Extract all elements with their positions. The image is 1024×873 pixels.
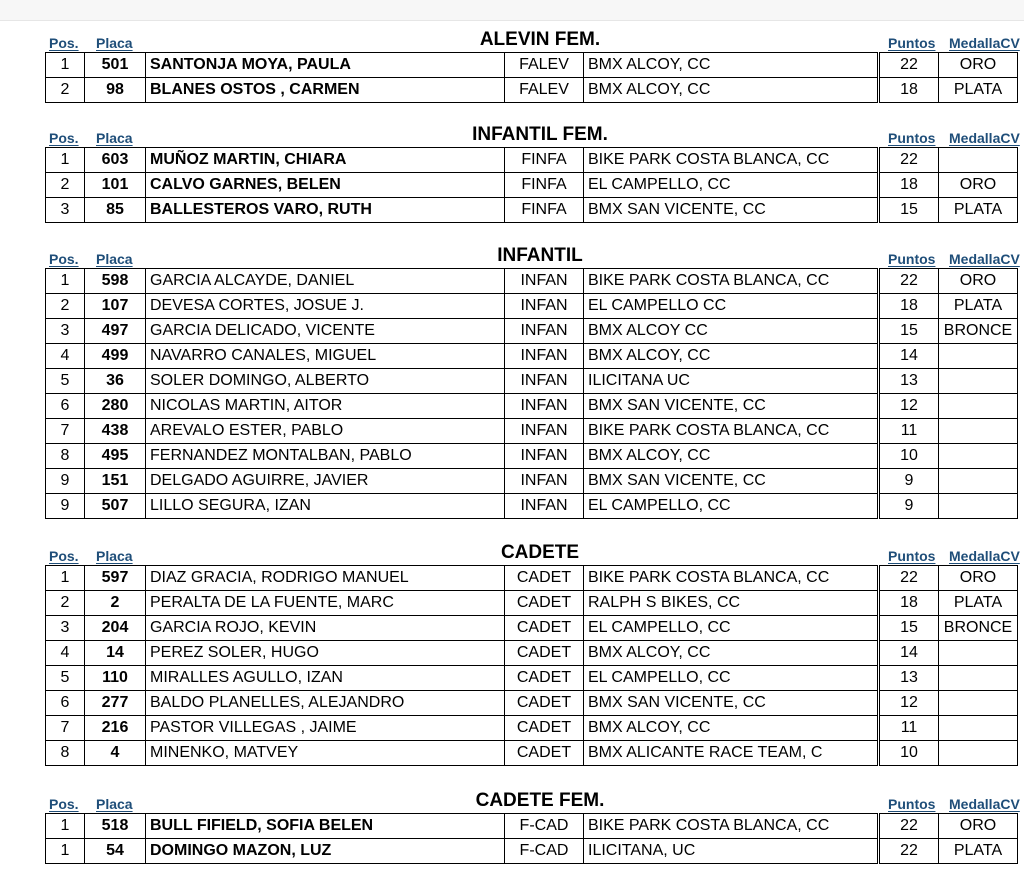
points-cell: 11 [880,419,939,444]
medal-cell: ORO [939,53,1018,78]
rider-name-cell: LILLO SEGURA, IZAN [146,494,505,519]
club-cell: EL CAMPELLO, CC [584,494,878,519]
rider-name-cell: NICOLAS MARTIN, AITOR [146,394,505,419]
table-row [46,566,1018,591]
placa-cell: 54 [85,839,146,864]
club-cell: BMX ALCOY, CC [584,53,878,78]
points-cell: 22 [880,839,939,864]
table-row [46,198,1018,223]
category-cell: INFAN [505,469,584,494]
col-pos-header: Pos. [49,796,79,812]
pos-cell: 1 [46,839,85,864]
medal-cell: PLATA [939,591,1018,616]
medal-cell: ORO [939,566,1018,591]
category-cell: F-CAD [505,814,584,839]
table-row [46,716,1018,741]
points-cell: 22 [880,53,939,78]
rider-name-cell: PASTOR VILLEGAS , JAIME [146,716,505,741]
rider-name-cell: SANTONJA MOYA, PAULA [146,53,505,78]
medal-cell: PLATA [939,198,1018,223]
placa-cell: 101 [85,173,146,198]
table-row [46,53,1018,78]
col-puntos-header: Puntos [888,548,936,564]
category-cell: CADET [505,641,584,666]
placa-cell: 597 [85,566,146,591]
rider-name-cell: GARCIA ALCAYDE, DANIEL [146,269,505,294]
club-cell: BMX SAN VICENTE, CC [584,394,878,419]
medal-cell [939,469,1018,494]
pos-cell: 3 [46,319,85,344]
pos-cell: 4 [46,641,85,666]
rider-name-cell: PEREZ SOLER, HUGO [146,641,505,666]
rider-name-cell: CALVO GARNES, BELEN [146,173,505,198]
club-cell: BMX ALCOY, CC [584,344,878,369]
placa-cell: 107 [85,294,146,319]
col-pos-header: Pos. [49,130,79,146]
category-cell: INFAN [505,344,584,369]
section-infantil [0,245,1024,514]
medal-cell [939,344,1018,369]
club-cell: EL CAMPELLO CC [584,294,878,319]
pos-cell: 2 [46,591,85,616]
rider-name-cell: BLANES OSTOS , CARMEN [146,78,505,103]
placa-cell: 216 [85,716,146,741]
section-title: ALEVIN FEM. [479,29,601,50]
club-cell: BMX SAN VICENTE, CC [584,198,878,223]
category-cell: CADET [505,616,584,641]
rider-name-cell: MUÑOZ MARTIN, CHIARA [146,148,505,173]
club-cell: BMX SAN VICENTE, CC [584,469,878,494]
section-alevin-fem [0,29,1024,98]
medal-cell [939,494,1018,519]
placa-cell: 518 [85,814,146,839]
rider-name-cell: BALDO PLANELLES, ALEJANDRO [146,691,505,716]
rider-name-cell: DELGADO AGUIRRE, JAVIER [146,469,505,494]
table-row [46,173,1018,198]
table-row [46,591,1018,616]
placa-cell: 603 [85,148,146,173]
pos-cell: 1 [46,566,85,591]
club-cell: EL CAMPELLO, CC [584,173,878,198]
club-cell: RALPH S BIKES, CC [584,591,878,616]
pos-cell: 2 [46,173,85,198]
table-row [46,839,1018,864]
medal-cell [939,369,1018,394]
medal-cell: PLATA [939,294,1018,319]
points-cell: 18 [880,591,939,616]
category-cell: INFAN [505,394,584,419]
col-puntos-header: Puntos [888,796,936,812]
pos-cell: 3 [46,616,85,641]
club-cell: EL CAMPELLO, CC [584,666,878,691]
club-cell: BIKE PARK COSTA BLANCA, CC [584,269,878,294]
category-cell: INFAN [505,419,584,444]
medal-cell: BRONCE [939,616,1018,641]
results-table [45,52,1018,103]
rider-name-cell: GARCIA ROJO, KEVIN [146,616,505,641]
points-cell: 18 [880,173,939,198]
points-cell: 13 [880,666,939,691]
section-cadete [0,542,1024,761]
medal-cell: ORO [939,269,1018,294]
pos-cell: 8 [46,741,85,766]
rider-name-cell: DEVESA CORTES, JOSUE J. [146,294,505,319]
pos-cell: 2 [46,78,85,103]
medal-cell [939,666,1018,691]
rider-name-cell: FERNANDEZ MONTALBAN, PABLO [146,444,505,469]
category-cell: FALEV [505,78,584,103]
club-cell: BIKE PARK COSTA BLANCA, CC [584,566,878,591]
points-cell: 10 [880,444,939,469]
col-pos-header: Pos. [49,35,79,51]
table-row [46,741,1018,766]
placa-cell: 204 [85,616,146,641]
placa-cell: 499 [85,344,146,369]
rider-name-cell: GARCIA DELICADO, VICENTE [146,319,505,344]
pos-cell: 9 [46,469,85,494]
club-cell: BIKE PARK COSTA BLANCA, CC [584,419,878,444]
pos-cell: 1 [46,148,85,173]
placa-cell: 438 [85,419,146,444]
col-placa-header: Placa [96,35,133,51]
rider-name-cell: NAVARRO CANALES, MIGUEL [146,344,505,369]
category-cell: INFAN [505,294,584,319]
pos-cell: 6 [46,691,85,716]
pos-cell: 5 [46,369,85,394]
category-cell: CADET [505,566,584,591]
col-medalla-header: MedallaCV [949,548,1020,564]
category-cell: CADET [505,591,584,616]
results-table [45,147,1018,223]
col-placa-header: Placa [96,251,133,267]
pos-cell: 8 [46,444,85,469]
category-cell: CADET [505,716,584,741]
placa-cell: 495 [85,444,146,469]
pos-cell: 7 [46,716,85,741]
category-cell: INFAN [505,494,584,519]
points-cell: 18 [880,78,939,103]
placa-cell: 598 [85,269,146,294]
points-cell: 15 [880,319,939,344]
table-row [46,269,1018,294]
points-cell: 10 [880,741,939,766]
pos-cell: 9 [46,494,85,519]
placa-cell: 110 [85,666,146,691]
col-medalla-header: MedallaCV [949,130,1020,146]
table-row [46,494,1018,519]
placa-cell: 497 [85,319,146,344]
category-cell: FINFA [505,198,584,223]
medal-cell [939,691,1018,716]
table-row [46,814,1018,839]
medal-cell [939,394,1018,419]
placa-cell: 36 [85,369,146,394]
pos-cell: 2 [46,294,85,319]
club-cell: ILICITANA UC [584,369,878,394]
rider-name-cell: DOMINGO MAZON, LUZ [146,839,505,864]
rider-name-cell: AREVALO ESTER, PABLO [146,419,505,444]
club-cell: BMX ALCOY, CC [584,444,878,469]
placa-cell: 507 [85,494,146,519]
medal-cell: PLATA [939,78,1018,103]
club-cell: BMX ALICANTE RACE TEAM, C [584,741,878,766]
points-cell: 11 [880,716,939,741]
pos-cell: 3 [46,198,85,223]
medal-cell: BRONCE [939,319,1018,344]
points-cell: 9 [880,469,939,494]
results-table [45,813,1018,864]
points-cell: 14 [880,344,939,369]
rider-name-cell: MINENKO, MATVEY [146,741,505,766]
pos-cell: 1 [46,814,85,839]
col-placa-header: Placa [96,796,133,812]
medal-cell [939,716,1018,741]
category-cell: INFAN [505,269,584,294]
rider-name-cell: PERALTA DE LA FUENTE, MARC [146,591,505,616]
points-cell: 12 [880,691,939,716]
points-cell: 14 [880,641,939,666]
col-medalla-header: MedallaCV [949,35,1020,51]
placa-cell: 98 [85,78,146,103]
col-puntos-header: Puntos [888,130,936,146]
medal-cell: ORO [939,173,1018,198]
table-row [46,444,1018,469]
rider-name-cell: BULL FIFIELD, SOFIA BELEN [146,814,505,839]
placa-cell: 501 [85,53,146,78]
col-placa-header: Placa [96,548,133,564]
rider-name-cell: DIAZ GRACIA, RODRIGO MANUEL [146,566,505,591]
pos-cell: 1 [46,53,85,78]
medal-cell [939,444,1018,469]
table-row [46,616,1018,641]
medal-cell [939,641,1018,666]
section-title: CADETE [500,542,580,563]
table-row [46,148,1018,173]
col-pos-header: Pos. [49,251,79,267]
table-row [46,344,1018,369]
medal-cell [939,741,1018,766]
section-title: CADETE FEM. [475,790,605,811]
pos-cell: 1 [46,269,85,294]
placa-cell: 85 [85,198,146,223]
club-cell: BMX SAN VICENTE, CC [584,691,878,716]
section-header [0,30,1024,52]
pos-cell: 5 [46,666,85,691]
club-cell: ILICITANA, UC [584,839,878,864]
medal-cell [939,148,1018,173]
col-puntos-header: Puntos [888,35,936,51]
points-cell: 22 [880,814,939,839]
club-cell: BMX ALCOY CC [584,319,878,344]
category-cell: CADET [505,741,584,766]
points-cell: 15 [880,616,939,641]
medal-cell: ORO [939,814,1018,839]
category-cell: F-CAD [505,839,584,864]
table-row [46,319,1018,344]
points-cell: 15 [880,198,939,223]
table-row [46,641,1018,666]
points-cell: 13 [880,369,939,394]
points-cell: 22 [880,269,939,294]
points-cell: 9 [880,494,939,519]
category-cell: FALEV [505,53,584,78]
medal-cell: PLATA [939,839,1018,864]
col-puntos-header: Puntos [888,251,936,267]
section-infantil-fem [0,124,1024,218]
table-row [46,666,1018,691]
results-table [45,268,1018,519]
table-row [46,369,1018,394]
category-cell: INFAN [505,319,584,344]
club-cell: BMX ALCOY, CC [584,78,878,103]
club-cell: EL CAMPELLO, CC [584,616,878,641]
points-cell: 22 [880,566,939,591]
col-medalla-header: MedallaCV [949,251,1020,267]
table-row [46,394,1018,419]
medal-cell [939,419,1018,444]
pos-cell: 6 [46,394,85,419]
placa-cell: 2 [85,591,146,616]
club-cell: BMX ALCOY, CC [584,641,878,666]
pos-cell: 4 [46,344,85,369]
table-row [46,419,1018,444]
table-row [46,78,1018,103]
category-cell: INFAN [505,369,584,394]
col-medalla-header: MedallaCV [949,796,1020,812]
col-pos-header: Pos. [49,548,79,564]
rider-name-cell: MIRALLES AGULLO, IZAN [146,666,505,691]
section-title: INFANTIL [497,245,583,266]
category-cell: FINFA [505,148,584,173]
club-cell: BIKE PARK COSTA BLANCA, CC [584,814,878,839]
placa-cell: 4 [85,741,146,766]
top-bar [0,0,1024,21]
section-header [0,791,1024,813]
club-cell: BIKE PARK COSTA BLANCA, CC [584,148,878,173]
points-cell: 22 [880,148,939,173]
col-placa-header: Placa [96,130,133,146]
placa-cell: 280 [85,394,146,419]
table-row [46,469,1018,494]
results-table [45,565,1018,766]
rider-name-cell: SOLER DOMINGO, ALBERTO [146,369,505,394]
points-cell: 12 [880,394,939,419]
category-cell: FINFA [505,173,584,198]
table-row [46,691,1018,716]
points-cell: 18 [880,294,939,319]
placa-cell: 277 [85,691,146,716]
table-row [46,294,1018,319]
category-cell: CADET [505,691,584,716]
club-cell: BMX ALCOY, CC [584,716,878,741]
section-header [0,246,1024,268]
rider-name-cell: BALLESTEROS VARO, RUTH [146,198,505,223]
placa-cell: 14 [85,641,146,666]
section-header [0,125,1024,147]
pos-cell: 7 [46,419,85,444]
category-cell: INFAN [505,444,584,469]
section-cadete-fem [0,790,1024,859]
section-title: INFANTIL FEM. [472,124,608,145]
category-cell: CADET [505,666,584,691]
section-header [0,543,1024,565]
placa-cell: 151 [85,469,146,494]
